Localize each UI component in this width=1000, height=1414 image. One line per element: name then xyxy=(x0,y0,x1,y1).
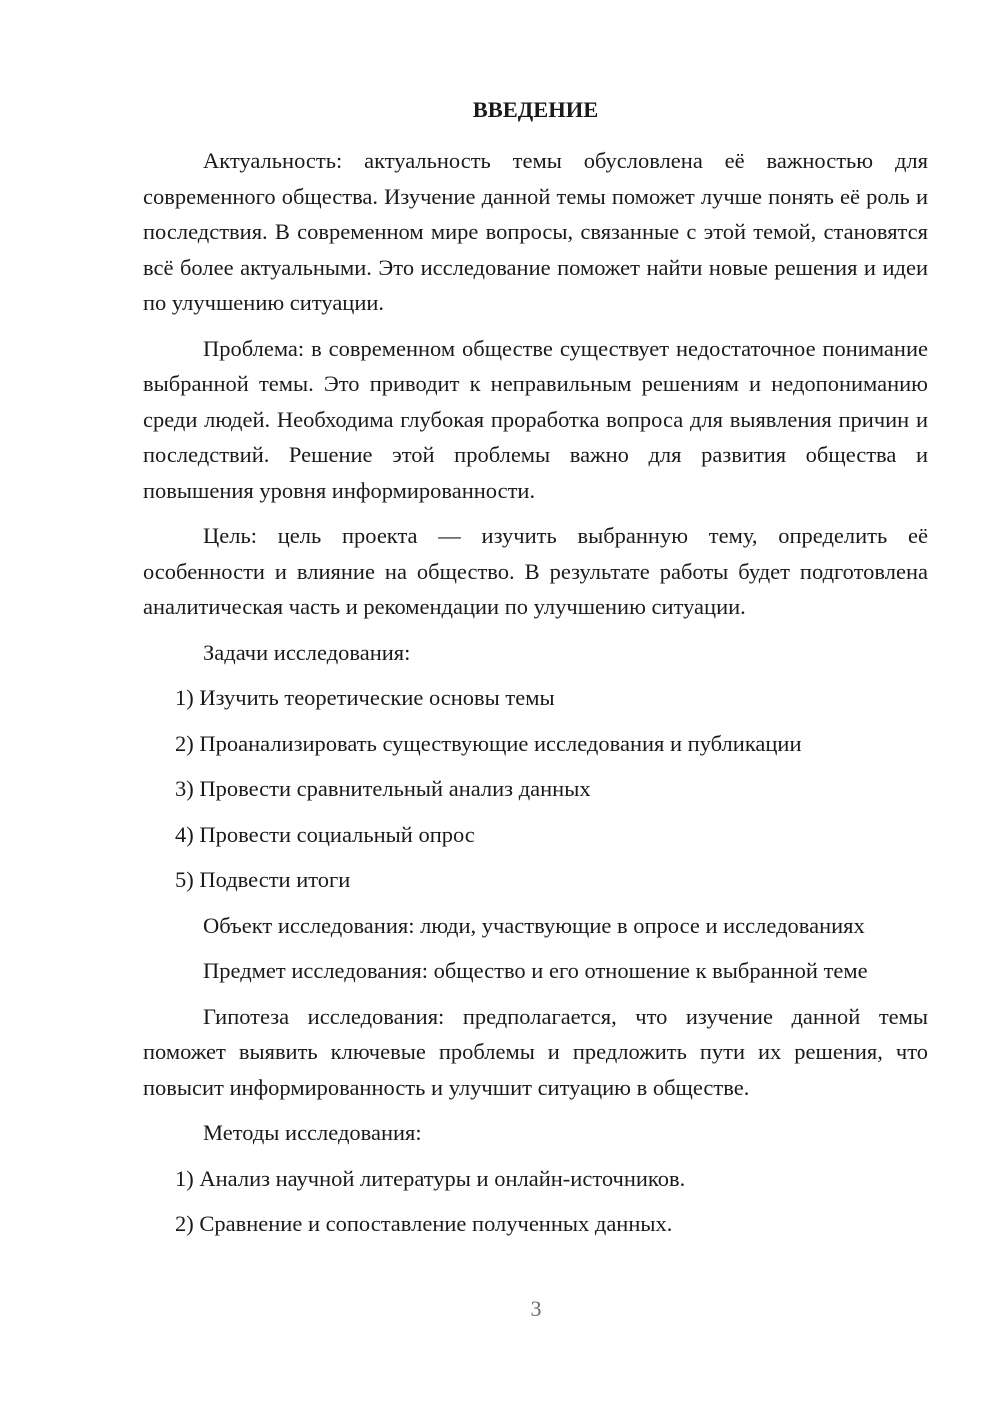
method-item-1: 1) Анализ научной литературы и онлайн-источников. xyxy=(175,1165,686,1191)
subject-paragraph: Предмет исследования: общество и его отношение к выбранной теме xyxy=(203,958,868,983)
document-page xyxy=(143,94,928,1252)
tasks-title: Задачи исследования: xyxy=(203,639,411,665)
goal-paragraph: Цель: цель проекта — изучить выбранную тему, определить её особенности и влияние на общество. В результате работы будет подготовлена аналитическая часть и рекомендации по улучшению ситуации. xyxy=(143,523,928,619)
task-item-5: 5) Подвести итоги xyxy=(175,867,351,892)
task-item-2: 2) Проанализировать существующие исследования и публикации xyxy=(175,730,802,756)
task-item-3: 3) Провести сравнительный анализ данных xyxy=(175,776,591,801)
object-line: Объект исследования: люди, участвующие в опросе и исследованиях xyxy=(203,912,865,938)
problem-paragraph: Проблема: в современном обществе существует недостаточное понимание выбранной темы. Это приводит к неправильным решениям и недопониманию среди людей. Необходима глубокая проработка вопроса для выявления причин и последствий. Решение этой проблемы важно для развития общества и повышения уровня информированности. xyxy=(143,335,928,503)
page-number: 3 xyxy=(530,1296,542,1321)
methods-title: Методы исследования: xyxy=(203,1120,422,1145)
method-item-2: 2) Сравнение и сопоставление полученных данных. xyxy=(175,1211,673,1236)
hypothesis-paragraph: Гипотеза исследования: предполагается, что изучение данной темы поможет выявить ключевые проблемы и предложить пути их решения, что повысит информированность и улучшит ситуацию в обществе. xyxy=(143,1003,928,1100)
section-heading: ВВЕДЕНИЕ xyxy=(472,97,599,122)
task-item-4: 4) Провести социальный опрос xyxy=(175,821,475,847)
actuality-paragraph: Актуальность: актуальность темы обусловлена её важностью для современного общества. Изучение данной темы поможет лучше понять её роль и последствия. В современном мире вопросы, связанные с этой темой, становятся всё более актуальными. Это исследование поможет найти новые решения и идеи по улучшению ситуации. xyxy=(143,148,928,315)
task-item-1: 1) Изучить теоретические основы темы xyxy=(175,685,555,710)
